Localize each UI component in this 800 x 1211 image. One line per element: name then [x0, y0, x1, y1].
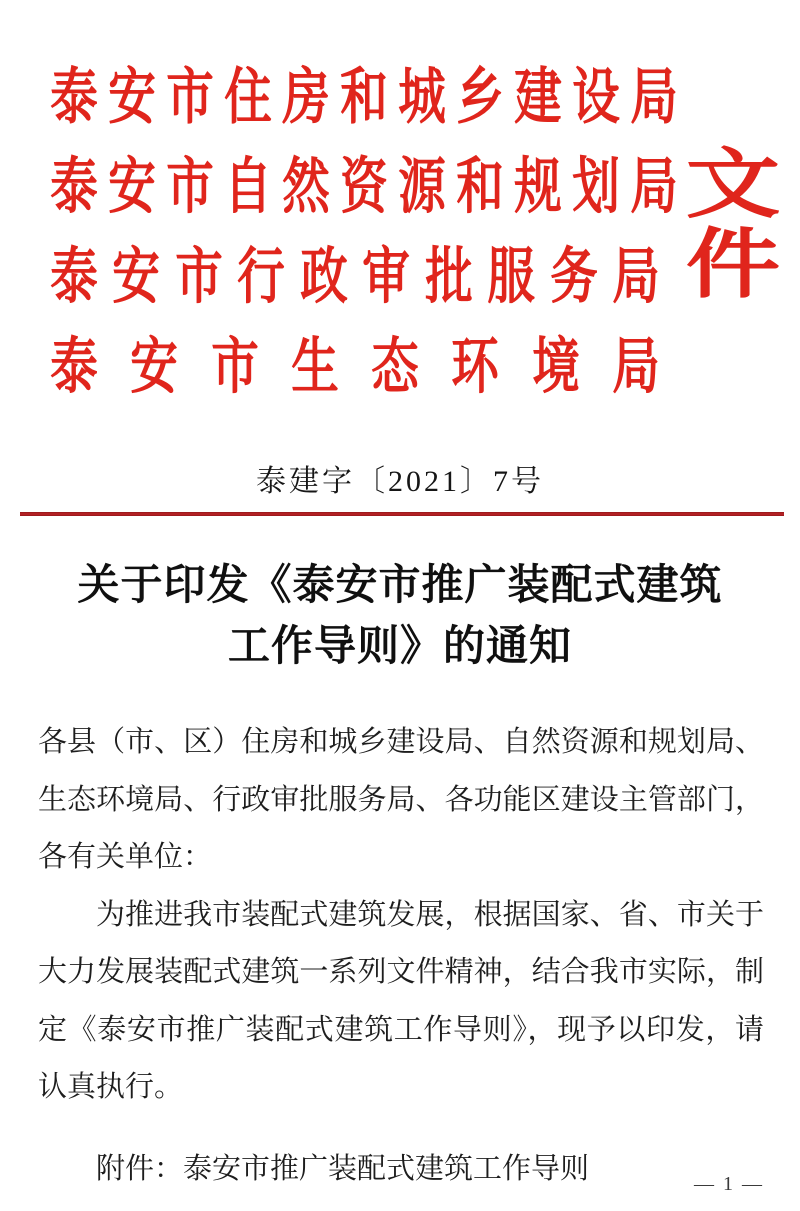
red-separator-rule — [20, 512, 784, 516]
document-title-line-2: 工作导则》的通知 — [227, 624, 572, 670]
page-number: — 1 — — [694, 1173, 764, 1195]
agency-name-line-1: 泰 安 市 住 房 和 城 乡 建 设 局 — [50, 62, 678, 131]
agency-name-line-3: 泰 安 市 行 政 审 批 服 务 局 — [50, 242, 660, 311]
agency-name-line-2: 泰 安 市 自 然 资 源 和 规 划 局 — [50, 152, 678, 221]
document-title — [0, 556, 800, 678]
attachment-line: 附件：泰安市推广装配式建筑工作导则 — [96, 1152, 590, 1185]
document-body — [38, 714, 764, 1198]
main-paragraph: 为推进我市装配式建筑发展，根据国家、省、市关于大力发展装配式建筑一系列文件精神，结合我市实际，制定《泰安市推广装配式建筑工作导则》，现予以印发，请认真执行。 — [38, 898, 764, 1103]
document-title-line-1: 关于印发《泰安市推广装配式建筑 — [77, 563, 723, 609]
salutation-paragraph: 各县（市、区）住房和城乡建设局、自然资源和规划局、生态环境局、行政审批服务局、各功能区建设主管部门，各有关单位： — [38, 726, 764, 873]
document-mark-wenjian: 文 件 — [685, 144, 781, 308]
agency-name-line-4: 泰 安 市 生 态 环 境 局 — [50, 332, 660, 401]
document-number: 泰建字〔2021〕7号 — [256, 465, 544, 498]
letterhead — [45, 46, 678, 406]
